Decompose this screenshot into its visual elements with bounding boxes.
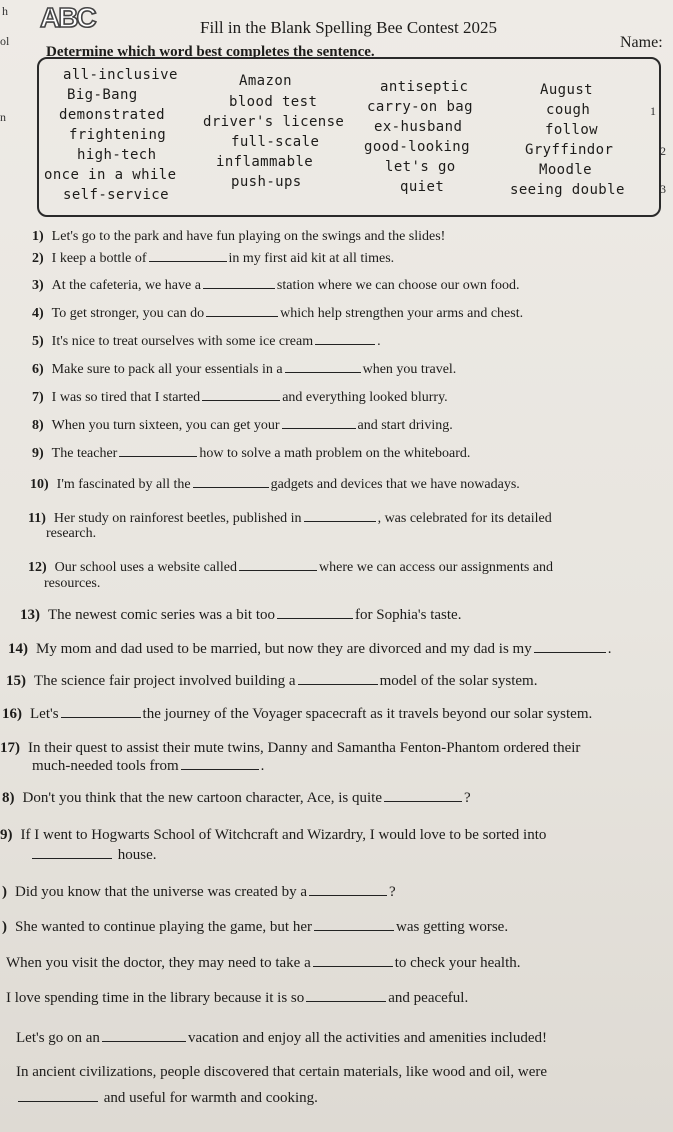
question-number: 16) <box>2 706 22 722</box>
question-number: 4) <box>32 306 44 321</box>
question-text: house. <box>117 847 157 863</box>
answer-blank[interactable] <box>102 1029 186 1042</box>
word-bank-item: good-looking <box>364 139 470 155</box>
name-label: Name: <box>620 34 663 51</box>
question-number: 8) <box>32 418 44 433</box>
question-text: gadgets and devices that we have nowadays. <box>270 477 520 492</box>
word-bank-item: push-ups <box>231 174 302 190</box>
question-text: When you visit the doctor, they may need to take a <box>6 955 311 971</box>
answer-blank[interactable] <box>314 918 394 931</box>
answer-blank[interactable] <box>18 1089 98 1102</box>
question-number: 9) <box>0 827 13 843</box>
answer-blank[interactable] <box>534 640 606 653</box>
question-text: When you turn sixteen, you can get your <box>51 418 280 433</box>
question-text: The science fair project involved building a <box>34 673 296 689</box>
question-number: ) <box>2 884 7 900</box>
question-text: which help strengthen your arms and chest. <box>280 306 524 321</box>
edge-fragment: h <box>2 4 8 18</box>
question-number: 10) <box>30 477 49 492</box>
question-text: where we can access our assignments and <box>319 560 554 575</box>
answer-blank[interactable] <box>203 276 275 289</box>
question-text: I was so tired that I started <box>51 390 201 405</box>
answer-blank[interactable] <box>181 757 259 770</box>
question-text: much-needed tools from <box>32 758 179 774</box>
question-25 <box>16 1063 547 1081</box>
question-text: I'm fascinated by all the <box>56 477 191 492</box>
question-text: Let's <box>30 706 59 722</box>
question-text: and useful for warmth and cooking. <box>103 1090 318 1106</box>
edge-fragment: ol <box>0 34 10 48</box>
question-number: 2) <box>32 251 44 266</box>
question-text: and everything looked blurry. <box>282 390 448 405</box>
question-13 <box>20 606 461 624</box>
edge-fragment: 2 <box>660 144 666 158</box>
question-text: Don't you think that the new cartoon character, Ace, is quite <box>22 790 382 806</box>
question-text: how to solve a math problem on the whiteboard. <box>199 446 471 461</box>
word-bank-item: blood test <box>229 94 318 110</box>
question-number: 6) <box>32 362 44 377</box>
question-text: ? <box>389 884 396 900</box>
question-17-continued: much-needed tools from . <box>32 758 265 774</box>
question-20 <box>2 883 396 901</box>
question-text: At the cafeteria, we have a <box>51 278 201 293</box>
answer-blank[interactable] <box>309 883 387 896</box>
answer-blank[interactable] <box>282 416 356 429</box>
question-text: In their quest to assist their mute twins, Danny and Samantha Fenton-Phantom ordered their <box>28 740 581 756</box>
question-number: 3) <box>32 278 44 293</box>
question-4 <box>32 304 523 323</box>
question-number: ) <box>2 919 7 935</box>
answer-blank[interactable] <box>149 249 227 262</box>
question-number: 5) <box>32 334 44 349</box>
answer-blank[interactable] <box>202 388 280 401</box>
answer-blank[interactable] <box>306 989 386 1002</box>
word-bank-item: seeing double <box>510 182 625 198</box>
question-10 <box>30 475 520 494</box>
word-bank-item: cough <box>546 102 591 118</box>
question-15 <box>6 672 537 690</box>
question-text: ? <box>464 790 471 806</box>
question-text: to check your health. <box>394 955 521 971</box>
question-18 <box>2 789 471 807</box>
question-9 <box>32 444 470 463</box>
worksheet-title: Fill in the Blank Spelling Bee Contest 2025 <box>200 18 498 37</box>
question-5 <box>32 332 381 351</box>
question-16 <box>2 705 592 723</box>
answer-blank[interactable] <box>239 558 317 571</box>
answer-blank[interactable] <box>61 705 141 718</box>
question-1 <box>32 228 445 246</box>
word-bank-item: Gryffindor <box>525 142 614 158</box>
question-number: 7) <box>32 390 44 405</box>
question-number: 12) <box>28 560 47 575</box>
answer-blank[interactable] <box>304 509 376 522</box>
question-12 <box>28 558 553 577</box>
question-3 <box>32 276 520 295</box>
answer-blank[interactable] <box>206 304 278 317</box>
word-bank-item: follow <box>545 122 598 138</box>
answer-blank[interactable] <box>285 360 361 373</box>
question-text: , was celebrated for its detailed <box>377 511 552 526</box>
question-text: vacation and enjoy all the activities and amenities included! <box>187 1030 547 1046</box>
question-6 <box>32 360 456 379</box>
question-text: when you travel. <box>362 362 457 377</box>
question-number: 9) <box>32 446 44 461</box>
question-19 <box>0 826 546 844</box>
question-8 <box>32 416 453 435</box>
question-14 <box>8 640 611 658</box>
question-text: . <box>607 641 612 657</box>
answer-blank[interactable] <box>193 475 269 488</box>
question-text: Our school uses a website called <box>54 560 238 575</box>
question-12-continued: resources. <box>44 576 101 591</box>
question-19-continued <box>30 846 157 864</box>
question-text: I love spending time in the library because it is so <box>6 990 305 1006</box>
word-bank-item: quiet <box>400 179 445 195</box>
answer-blank[interactable] <box>277 606 353 619</box>
word-bank-item: antiseptic <box>380 79 469 95</box>
answer-blank[interactable] <box>313 954 393 967</box>
word-bank-item: August <box>540 82 593 98</box>
abc-logo: ABC <box>40 2 95 33</box>
question-text: To get stronger, you can do <box>51 306 205 321</box>
word-bank-item: demonstrated <box>59 107 165 123</box>
word-bank-item: ex-husband <box>374 119 463 135</box>
instructions: Determine which word best completes the sentence. <box>46 44 375 60</box>
question-text: the journey of the Voyager spacecraft as it travels beyond our solar system. <box>142 706 593 722</box>
question-text: Let's go to the park and have fun playing on the swings and the slides! <box>51 229 446 244</box>
question-text: Did you know that the universe was created by a <box>15 884 307 900</box>
question-11-continued: research. <box>46 526 97 541</box>
question-number: 11) <box>28 511 46 526</box>
question-17 <box>0 739 580 757</box>
question-text: in my first aid kit at all times. <box>228 251 395 266</box>
question-24 <box>16 1029 547 1047</box>
question-number: 13) <box>20 607 40 623</box>
word-bank <box>37 57 661 217</box>
question-text: The newest comic series was a bit too <box>48 607 276 623</box>
question-text: In ancient civilizations, people discovered that certain materials, like wood and oil, were <box>16 1064 548 1080</box>
edge-fragment: n <box>0 110 6 124</box>
question-number: 1) <box>32 229 44 244</box>
question-text: for Sophia's taste. <box>355 607 462 623</box>
question-text: The teacher <box>51 446 118 461</box>
question-text: . <box>377 334 381 349</box>
question-text: was getting worse. <box>396 919 509 935</box>
question-number: 15) <box>6 673 26 689</box>
question-number: 17) <box>0 740 20 756</box>
question-text: I keep a bottle of <box>51 251 147 266</box>
word-bank-item: full-scale <box>231 134 320 150</box>
word-bank-item: high-tech <box>77 147 157 163</box>
word-bank-item: let's go <box>385 159 456 175</box>
word-bank-item: Moodle <box>539 162 592 178</box>
question-11 <box>28 509 552 528</box>
question-number: 8) <box>2 790 15 806</box>
question-23 <box>6 989 468 1007</box>
word-bank-item: self-service <box>63 187 169 203</box>
word-bank-item: inflammable <box>216 154 314 170</box>
question-text: Her study on rainforest beetles, published in <box>53 511 302 526</box>
question-text: model of the solar system. <box>379 673 538 689</box>
word-bank-item: Amazon <box>239 73 292 89</box>
word-bank-item: all-inclusive <box>63 67 178 83</box>
question-text: and start driving. <box>357 418 453 433</box>
question-22 <box>6 954 521 972</box>
word-bank-item: driver's license <box>203 114 345 130</box>
word-bank-item: once in a while <box>44 167 177 183</box>
answer-blank[interactable] <box>315 332 375 345</box>
edge-fragment: 1 <box>650 104 656 118</box>
question-text: and peaceful. <box>388 990 469 1006</box>
question-text: If I went to Hogwarts School of Witchcraft and Wizardry, I would love to be sorted into <box>20 827 547 843</box>
word-bank-item: frightening <box>69 127 167 143</box>
question-number: 14) <box>8 641 28 657</box>
question-text: Let's go on an <box>16 1030 100 1046</box>
question-7 <box>32 388 448 407</box>
answer-blank[interactable] <box>298 672 378 685</box>
word-bank-item: Big-Bang <box>67 87 138 103</box>
answer-blank[interactable] <box>119 444 197 457</box>
question-text: Make sure to pack all your essentials in a <box>51 362 283 377</box>
question-text: It's nice to treat ourselves with some ice cream <box>51 334 314 349</box>
answer-blank[interactable] <box>32 846 112 859</box>
question-text: She wanted to continue playing the game, but her <box>15 919 313 935</box>
edge-fragment: 3 <box>660 182 666 196</box>
question-text: station where we can choose our own food. <box>276 278 520 293</box>
question-text: My mom and dad used to be married, but now they are divorced and my dad is my <box>36 641 532 657</box>
question-25-continued <box>16 1089 318 1107</box>
answer-blank[interactable] <box>384 789 462 802</box>
word-bank-item: carry-on bag <box>367 99 473 115</box>
question-21 <box>2 918 508 936</box>
question-2 <box>32 249 394 268</box>
